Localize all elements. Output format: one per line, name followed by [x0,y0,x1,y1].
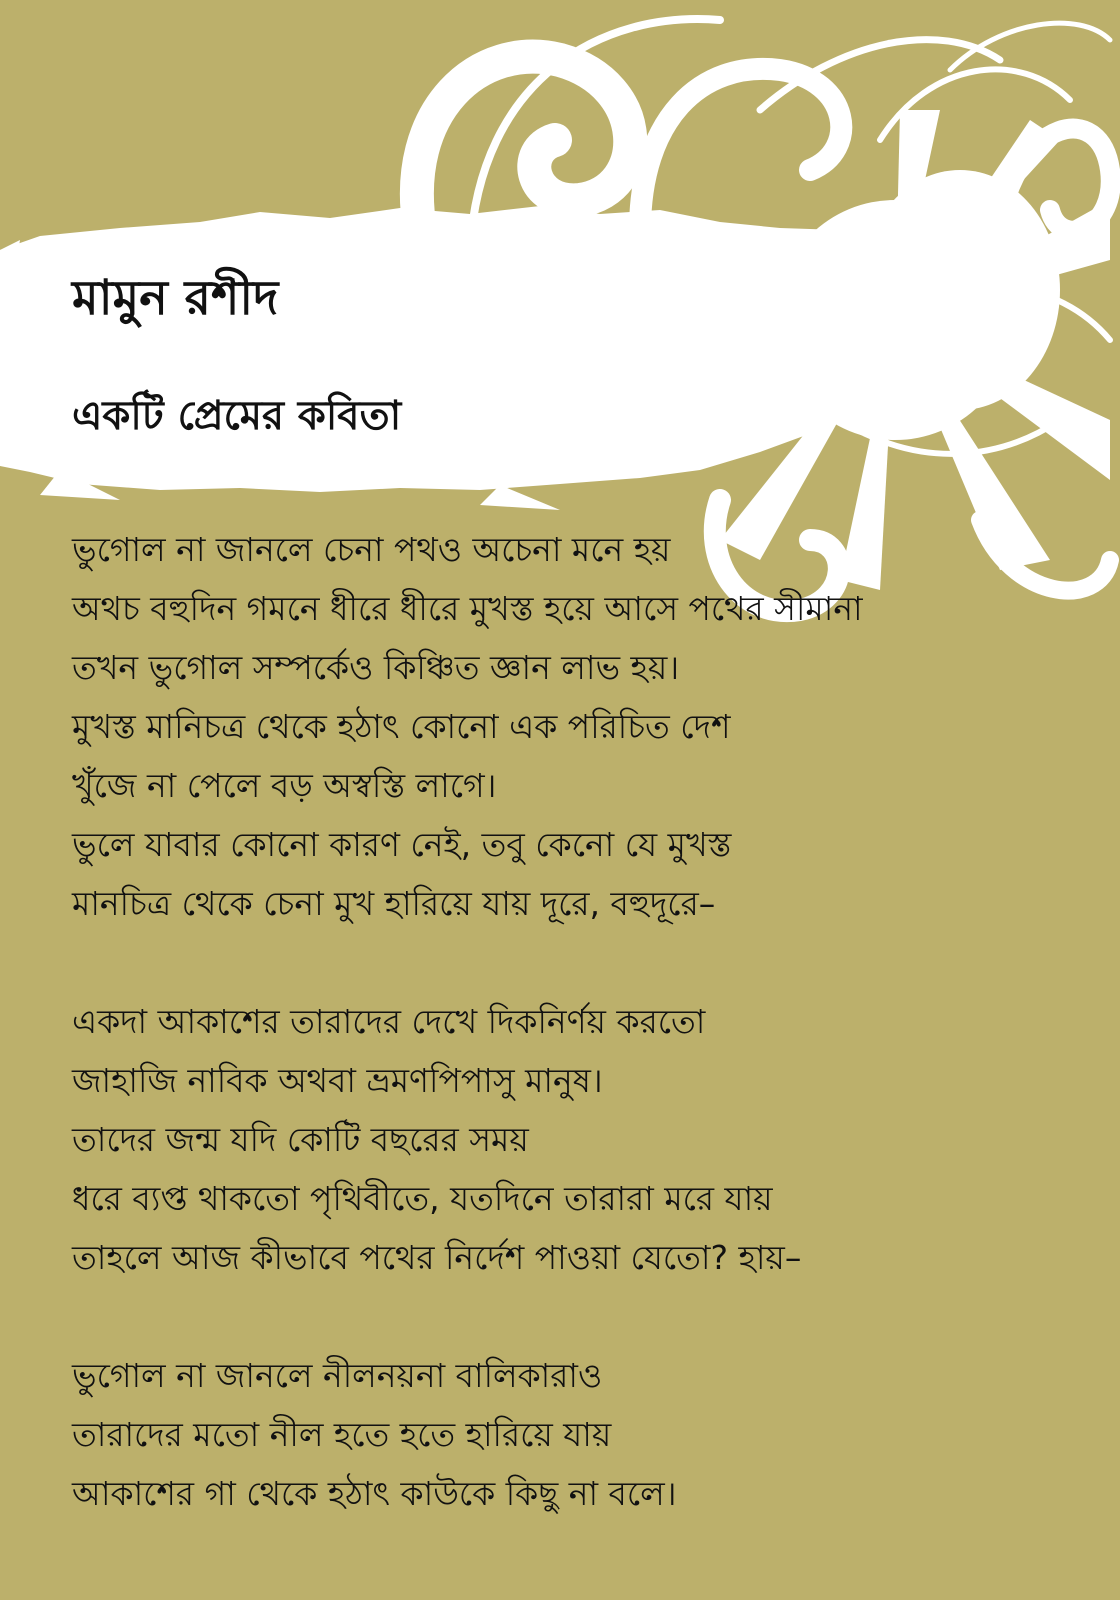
swirl-left [417,57,630,230]
poem-line: ভুগোল না জানলে চেনা পথও অচেনা মনে হয় [72,530,671,569]
poem-line: আকাশের গা থেকে হঠাৎ কাউকে কিছু না বলে। [72,1474,677,1513]
poem-line: মুখস্ত মানিচত্র থেকে হঠাৎ কোনো এক পরিচিত দেশ [72,707,731,746]
poem-line: মানচিত্র থেকে চেনা মুখ হারিয়ে যায় দূরে, বহুদূরে– [72,884,716,923]
poem-body [72,520,1092,1582]
poem-line: একদা আকাশের তারাদের দেখে দিকনির্ণয় করতো [72,1002,706,1041]
poem-line: ধরে ব্যপ্ত থাকতো পৃথিবীতে, যতদিনে তারারা মরে যায় [72,1179,773,1218]
stanza-3 [72,1346,1092,1523]
author-name: মামুন রশীদ [72,270,279,326]
poem-line: তাদের জন্ম যদি কোটি বছরের সময় [72,1120,529,1159]
swirl-top [640,69,841,230]
stanza-1 [72,520,1092,933]
poem-line: তারাদের মতো নীল হতে হতে হারিয়ে যায় [72,1415,612,1454]
poem-line: তাহলে আজ কীভাবে পথের নির্দেশ পাওয়া যেতো? হায়– [72,1238,802,1277]
poem-title: একটি প্রেমের কবিতা [72,393,402,439]
stanza-2 [72,992,1092,1287]
poem-line: ভুলে যাবার কোনো কারণ নেই, তবু কেনো যে মুখস্ত [72,825,732,864]
poem-line: তখন ভুগোল সম্পর্কেও কিঞ্চিত জ্ঞান লাভ হয়। [72,648,680,687]
poem-line: ভুগোল না জানলে নীলনয়না বালিকারাও [72,1356,603,1395]
poem-line: খুঁজে না পেলে বড় অস্বস্তি লাগে। [72,766,497,805]
poem-line: জাহাজি নাবিক অথবা ভ্রমণপিপাসু মানুষ। [72,1061,603,1100]
poem-line: অথচ বহুদিন গমনে ধীরে ধীরে মুখস্ত হয়ে আসে পথের সীমানা [72,589,863,628]
